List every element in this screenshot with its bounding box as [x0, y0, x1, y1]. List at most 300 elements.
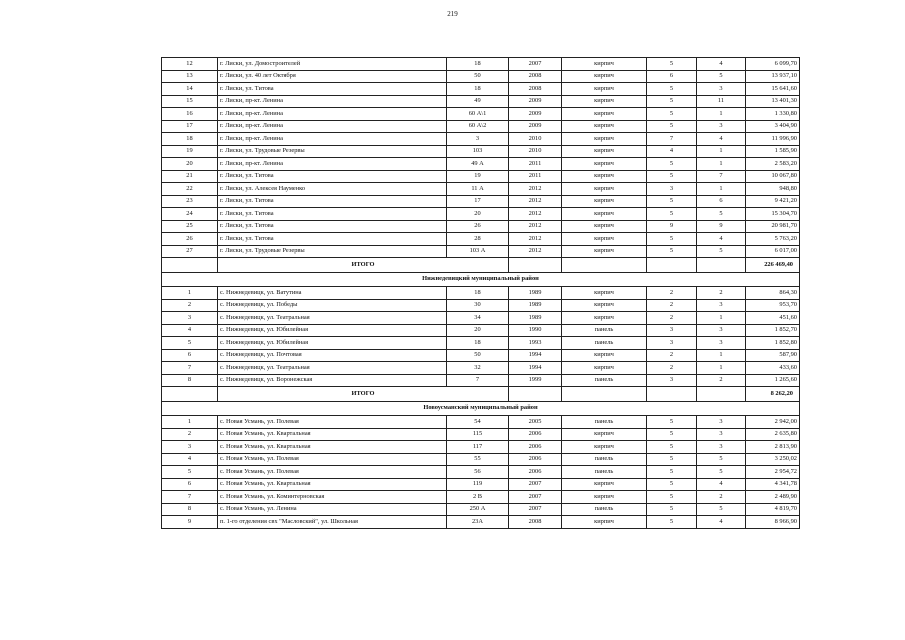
area-cell: 4 819,70 — [746, 503, 800, 516]
table-row — [162, 466, 800, 479]
year-cell: 2012 — [509, 245, 562, 258]
wall-material-cell: кирпич — [562, 516, 647, 529]
area-cell: 8 966,90 — [746, 516, 800, 529]
total-spacer — [697, 258, 746, 273]
house-number-cell: 34 — [447, 312, 509, 325]
house-number-cell: 18 — [447, 58, 509, 71]
year-cell: 2007 — [509, 478, 562, 491]
entrances-cell: 11 — [697, 95, 746, 108]
row-number: 26 — [162, 233, 218, 246]
entrances-cell: 1 — [697, 108, 746, 121]
table-row — [162, 220, 800, 233]
year-cell: 2007 — [509, 58, 562, 71]
wall-material-cell: кирпич — [562, 245, 647, 258]
floors-cell: 5 — [647, 466, 697, 479]
area-cell: 587,90 — [746, 349, 800, 362]
floors-cell: 5 — [647, 491, 697, 504]
year-cell: 2006 — [509, 441, 562, 454]
year-cell: 2010 — [509, 133, 562, 146]
row-number: 1 — [162, 416, 218, 429]
address-cell: с. Новая Усмань, ул. Полевая — [218, 453, 447, 466]
year-cell: 2012 — [509, 233, 562, 246]
area-cell: 15 304,70 — [746, 208, 800, 221]
address-cell: с. Нижнедевицк, ул. Театральная — [218, 312, 447, 325]
wall-material-cell: кирпич — [562, 145, 647, 158]
address-cell: с. Нижнедевицк, ул. Юбилейная — [218, 337, 447, 350]
row-number: 15 — [162, 95, 218, 108]
floors-cell: 5 — [647, 95, 697, 108]
table-row — [162, 299, 800, 312]
row-number: 27 — [162, 245, 218, 258]
address-cell: г. Лиски, ул. Титова — [218, 83, 447, 96]
total-spacer — [647, 387, 697, 402]
floors-cell: 6 — [647, 70, 697, 83]
wall-material-cell: кирпич — [562, 83, 647, 96]
wall-material-cell: панель — [562, 337, 647, 350]
entrances-cell: 5 — [697, 245, 746, 258]
address-cell: г. Лиски, ул. Титова — [218, 195, 447, 208]
row-number: 25 — [162, 220, 218, 233]
wall-material-cell: кирпич — [562, 108, 647, 121]
year-cell: 1993 — [509, 337, 562, 350]
row-number: 2 — [162, 428, 218, 441]
house-number-cell: 26 — [447, 220, 509, 233]
wall-material-cell: кирпич — [562, 158, 647, 171]
total-spacer — [509, 387, 562, 402]
table-row — [162, 312, 800, 325]
entrances-cell: 1 — [697, 158, 746, 171]
house-number-cell: 55 — [447, 453, 509, 466]
address-cell: с. Новая Усмань, ул. Квартальная — [218, 428, 447, 441]
address-cell: г. Лиски, ул. Трудовые Резервы — [218, 245, 447, 258]
year-cell: 2012 — [509, 208, 562, 221]
year-cell: 2008 — [509, 83, 562, 96]
table-row — [162, 108, 800, 121]
address-cell: п. 1-го отделения свх "Масловский", ул. Школьная — [218, 516, 447, 529]
entrances-cell: 9 — [697, 220, 746, 233]
row-number: 6 — [162, 349, 218, 362]
housing-table — [161, 57, 800, 529]
house-number-cell: 20 — [447, 208, 509, 221]
year-cell: 2010 — [509, 145, 562, 158]
total-row — [162, 258, 800, 273]
entrances-cell: 3 — [697, 83, 746, 96]
floors-cell: 5 — [647, 120, 697, 133]
area-cell: 20 981,70 — [746, 220, 800, 233]
area-cell: 864,30 — [746, 287, 800, 300]
table-row — [162, 95, 800, 108]
house-number-cell: 50 — [447, 349, 509, 362]
row-number: 17 — [162, 120, 218, 133]
house-number-cell: 17 — [447, 195, 509, 208]
floors-cell: 5 — [647, 441, 697, 454]
address-cell: с. Новая Усмань, ул. Полевая — [218, 466, 447, 479]
house-number-cell: 50 — [447, 70, 509, 83]
area-cell: 6 099,70 — [746, 58, 800, 71]
wall-material-cell: кирпич — [562, 362, 647, 375]
year-cell: 1990 — [509, 324, 562, 337]
total-value: 8 262,20 — [746, 387, 800, 402]
house-number-cell: 250 А — [447, 503, 509, 516]
address-cell: г. Лиски, пр-кт. Ленина — [218, 133, 447, 146]
house-number-cell: 19 — [447, 170, 509, 183]
year-cell: 2006 — [509, 453, 562, 466]
table-row — [162, 133, 800, 146]
year-cell: 2006 — [509, 428, 562, 441]
house-number-cell: 7 — [447, 374, 509, 387]
table-body — [162, 58, 800, 529]
floors-cell: 5 — [647, 516, 697, 529]
row-number: 5 — [162, 337, 218, 350]
district-header-row — [162, 402, 800, 416]
address-cell: г. Лиски, ул. Титова — [218, 208, 447, 221]
year-cell: 2009 — [509, 108, 562, 121]
total-spacer — [562, 258, 647, 273]
wall-material-cell: панель — [562, 374, 647, 387]
wall-material-cell: кирпич — [562, 428, 647, 441]
area-cell: 13 937,10 — [746, 70, 800, 83]
row-number: 7 — [162, 362, 218, 375]
house-number-cell: 28 — [447, 233, 509, 246]
wall-material-cell: кирпич — [562, 58, 647, 71]
year-cell: 2011 — [509, 170, 562, 183]
area-cell: 2 489,90 — [746, 491, 800, 504]
wall-material-cell: кирпич — [562, 299, 647, 312]
total-label: ИТОГО — [218, 258, 509, 273]
house-number-cell: 3 — [447, 133, 509, 146]
floors-cell: 5 — [647, 170, 697, 183]
entrances-cell: 5 — [697, 70, 746, 83]
area-cell: 1 585,90 — [746, 145, 800, 158]
house-number-cell: 30 — [447, 299, 509, 312]
wall-material-cell: кирпич — [562, 287, 647, 300]
table-row — [162, 287, 800, 300]
address-cell: с. Новая Усмань, ул. Квартальная — [218, 478, 447, 491]
district-name: Нижнедевицкий муниципальный район — [162, 273, 800, 287]
area-cell: 948,80 — [746, 183, 800, 196]
table-row — [162, 195, 800, 208]
row-number: 8 — [162, 374, 218, 387]
house-number-cell: 11 А — [447, 183, 509, 196]
table-row — [162, 183, 800, 196]
table-row — [162, 145, 800, 158]
year-cell: 1994 — [509, 349, 562, 362]
area-cell: 1 852,70 — [746, 324, 800, 337]
house-number-cell: 23А — [447, 516, 509, 529]
house-number-cell: 49 А — [447, 158, 509, 171]
row-number: 9 — [162, 516, 218, 529]
address-cell: г. Лиски, пр-кт. Ленина — [218, 95, 447, 108]
row-number: 14 — [162, 83, 218, 96]
house-number-cell: 103 А — [447, 245, 509, 258]
wall-material-cell: панель — [562, 416, 647, 429]
year-cell: 2012 — [509, 195, 562, 208]
table-row — [162, 374, 800, 387]
area-cell: 6 017,00 — [746, 245, 800, 258]
total-label: ИТОГО — [218, 387, 509, 402]
entrances-cell: 3 — [697, 299, 746, 312]
table-row — [162, 478, 800, 491]
total-spacer — [697, 387, 746, 402]
table-row — [162, 58, 800, 71]
address-cell: с. Нижнедевицк, ул. Победы — [218, 299, 447, 312]
floors-cell: 5 — [647, 58, 697, 71]
year-cell: 2012 — [509, 183, 562, 196]
floors-cell: 5 — [647, 503, 697, 516]
entrances-cell: 3 — [697, 441, 746, 454]
row-number: 2 — [162, 299, 218, 312]
wall-material-cell: панель — [562, 503, 647, 516]
entrances-cell: 1 — [697, 349, 746, 362]
row-number: 23 — [162, 195, 218, 208]
total-spacer — [162, 258, 218, 273]
wall-material-cell: кирпич — [562, 183, 647, 196]
entrances-cell: 1 — [697, 312, 746, 325]
year-cell: 1989 — [509, 312, 562, 325]
row-number: 19 — [162, 145, 218, 158]
address-cell: с. Нижнедевицк, ул. Юбилейная — [218, 324, 447, 337]
row-number: 13 — [162, 70, 218, 83]
area-cell: 9 421,20 — [746, 195, 800, 208]
wall-material-cell: панель — [562, 453, 647, 466]
table-row — [162, 324, 800, 337]
area-cell: 1 852,80 — [746, 337, 800, 350]
address-cell: г. Лиски, пр-кт. Ленина — [218, 108, 447, 121]
page-number: 219 — [447, 10, 458, 18]
year-cell: 1994 — [509, 362, 562, 375]
year-cell: 2006 — [509, 466, 562, 479]
table-row — [162, 158, 800, 171]
row-number: 6 — [162, 478, 218, 491]
entrances-cell: 2 — [697, 287, 746, 300]
entrances-cell: 3 — [697, 416, 746, 429]
entrances-cell: 5 — [697, 208, 746, 221]
entrances-cell: 1 — [697, 362, 746, 375]
total-row — [162, 387, 800, 402]
row-number: 12 — [162, 58, 218, 71]
floors-cell: 5 — [647, 208, 697, 221]
table-row — [162, 503, 800, 516]
row-number: 8 — [162, 503, 218, 516]
address-cell: г. Лиски, ул. Титова — [218, 233, 447, 246]
area-cell: 451,60 — [746, 312, 800, 325]
address-cell: с. Новая Усмань, ул. Квартальная — [218, 441, 447, 454]
address-cell: г. Лиски, ул. Титова — [218, 220, 447, 233]
area-cell: 4 341,78 — [746, 478, 800, 491]
row-number: 3 — [162, 312, 218, 325]
year-cell: 2009 — [509, 120, 562, 133]
entrances-cell: 4 — [697, 233, 746, 246]
year-cell: 2011 — [509, 158, 562, 171]
wall-material-cell: кирпич — [562, 70, 647, 83]
table-row — [162, 516, 800, 529]
total-spacer — [647, 258, 697, 273]
area-cell: 3 250,02 — [746, 453, 800, 466]
area-cell: 2 942,00 — [746, 416, 800, 429]
area-cell: 11 996,90 — [746, 133, 800, 146]
floors-cell: 9 — [647, 220, 697, 233]
address-cell: г. Лиски, ул. Титова — [218, 170, 447, 183]
entrances-cell: 4 — [697, 58, 746, 71]
address-cell: с. Нижнедевицк, ул. Театральная — [218, 362, 447, 375]
entrances-cell: 1 — [697, 183, 746, 196]
row-number: 1 — [162, 287, 218, 300]
floors-cell: 5 — [647, 478, 697, 491]
entrances-cell: 5 — [697, 466, 746, 479]
year-cell: 2009 — [509, 95, 562, 108]
area-cell: 2 813,90 — [746, 441, 800, 454]
house-number-cell: 119 — [447, 478, 509, 491]
address-cell: г. Лиски, ул. Трудовые Резервы — [218, 145, 447, 158]
row-number: 3 — [162, 441, 218, 454]
area-cell: 1 265,60 — [746, 374, 800, 387]
year-cell: 2008 — [509, 516, 562, 529]
row-number: 4 — [162, 453, 218, 466]
floors-cell: 3 — [647, 183, 697, 196]
floors-cell: 5 — [647, 83, 697, 96]
row-number: 18 — [162, 133, 218, 146]
area-cell: 433,60 — [746, 362, 800, 375]
house-number-cell: 60 А\1 — [447, 108, 509, 121]
house-number-cell: 56 — [447, 466, 509, 479]
entrances-cell: 3 — [697, 324, 746, 337]
wall-material-cell: кирпич — [562, 233, 647, 246]
floors-cell: 5 — [647, 428, 697, 441]
entrances-cell: 5 — [697, 453, 746, 466]
wall-material-cell: кирпич — [562, 170, 647, 183]
table-row — [162, 349, 800, 362]
entrances-cell: 5 — [697, 503, 746, 516]
table-row — [162, 416, 800, 429]
row-number: 7 — [162, 491, 218, 504]
floors-cell: 5 — [647, 453, 697, 466]
year-cell: 1989 — [509, 299, 562, 312]
row-number: 21 — [162, 170, 218, 183]
wall-material-cell: кирпич — [562, 349, 647, 362]
entrances-cell: 4 — [697, 478, 746, 491]
floors-cell: 4 — [647, 145, 697, 158]
total-spacer — [562, 387, 647, 402]
total-value: 226 469,40 — [746, 258, 800, 273]
area-cell: 3 404,90 — [746, 120, 800, 133]
address-cell: с. Новая Усмань, ул. Ленина — [218, 503, 447, 516]
district-name: Новоусманский муниципальный район — [162, 402, 800, 416]
address-cell: с. Нижнедевицк, ул. Почтовая — [218, 349, 447, 362]
house-number-cell: 20 — [447, 324, 509, 337]
entrances-cell: 3 — [697, 337, 746, 350]
table-row — [162, 208, 800, 221]
house-number-cell: 60 А\2 — [447, 120, 509, 133]
area-cell: 2 635,80 — [746, 428, 800, 441]
table-row — [162, 453, 800, 466]
year-cell: 2007 — [509, 503, 562, 516]
floors-cell: 5 — [647, 416, 697, 429]
total-spacer — [509, 258, 562, 273]
address-cell: с. Новая Усмань, ул. Полевая — [218, 416, 447, 429]
house-number-cell: 18 — [447, 337, 509, 350]
house-number-cell: 18 — [447, 287, 509, 300]
entrances-cell: 3 — [697, 428, 746, 441]
floors-cell: 5 — [647, 108, 697, 121]
wall-material-cell: кирпич — [562, 312, 647, 325]
address-cell: с. Нижнедевицк, ул. Воронежская — [218, 374, 447, 387]
area-cell: 10 067,80 — [746, 170, 800, 183]
floors-cell: 3 — [647, 337, 697, 350]
house-number-cell: 54 — [447, 416, 509, 429]
year-cell: 2005 — [509, 416, 562, 429]
address-cell: г. Лиски, пр-кт. Ленина — [218, 158, 447, 171]
floors-cell: 2 — [647, 349, 697, 362]
address-cell: г. Лиски, ул. 40 лет Октября — [218, 70, 447, 83]
address-cell: г. Лиски, ул. Домостроителей — [218, 58, 447, 71]
table-row — [162, 245, 800, 258]
entrances-cell: 1 — [697, 145, 746, 158]
floors-cell: 2 — [647, 312, 697, 325]
table-row — [162, 70, 800, 83]
wall-material-cell: кирпич — [562, 220, 647, 233]
floors-cell: 2 — [647, 287, 697, 300]
house-number-cell: 2 В — [447, 491, 509, 504]
table-row — [162, 491, 800, 504]
area-cell: 2 954,72 — [746, 466, 800, 479]
total-spacer — [162, 387, 218, 402]
year-cell: 1999 — [509, 374, 562, 387]
floors-cell: 3 — [647, 374, 697, 387]
entrances-cell: 2 — [697, 491, 746, 504]
wall-material-cell: кирпич — [562, 491, 647, 504]
house-number-cell: 117 — [447, 441, 509, 454]
row-number: 4 — [162, 324, 218, 337]
address-cell: с. Новая Усмань, ул. Коминтерновская — [218, 491, 447, 504]
district-header-row — [162, 273, 800, 287]
row-number: 24 — [162, 208, 218, 221]
floors-cell: 7 — [647, 133, 697, 146]
house-number-cell: 18 — [447, 83, 509, 96]
floors-cell: 2 — [647, 299, 697, 312]
wall-material-cell: кирпич — [562, 195, 647, 208]
house-number-cell: 115 — [447, 428, 509, 441]
entrances-cell: 4 — [697, 133, 746, 146]
row-number: 16 — [162, 108, 218, 121]
entrances-cell: 3 — [697, 120, 746, 133]
table-row — [162, 362, 800, 375]
address-cell: с. Нижнедевицк, ул. Ватутина — [218, 287, 447, 300]
area-cell: 1 330,80 — [746, 108, 800, 121]
row-number: 5 — [162, 466, 218, 479]
entrances-cell: 4 — [697, 516, 746, 529]
row-number: 22 — [162, 183, 218, 196]
wall-material-cell: панель — [562, 324, 647, 337]
wall-material-cell: кирпич — [562, 478, 647, 491]
wall-material-cell: кирпич — [562, 208, 647, 221]
area-cell: 953,70 — [746, 299, 800, 312]
house-number-cell: 49 — [447, 95, 509, 108]
floors-cell: 5 — [647, 195, 697, 208]
address-cell: г. Лиски, ул. Алексея Науменко — [218, 183, 447, 196]
floors-cell: 3 — [647, 324, 697, 337]
floors-cell: 2 — [647, 362, 697, 375]
area-cell: 5 763,20 — [746, 233, 800, 246]
table-row — [162, 441, 800, 454]
year-cell: 2012 — [509, 220, 562, 233]
table-row — [162, 428, 800, 441]
wall-material-cell: панель — [562, 466, 647, 479]
floors-cell: 5 — [647, 233, 697, 246]
table-row — [162, 83, 800, 96]
address-cell: г. Лиски, пр-кт. Ленина — [218, 120, 447, 133]
house-number-cell: 32 — [447, 362, 509, 375]
year-cell: 2008 — [509, 70, 562, 83]
